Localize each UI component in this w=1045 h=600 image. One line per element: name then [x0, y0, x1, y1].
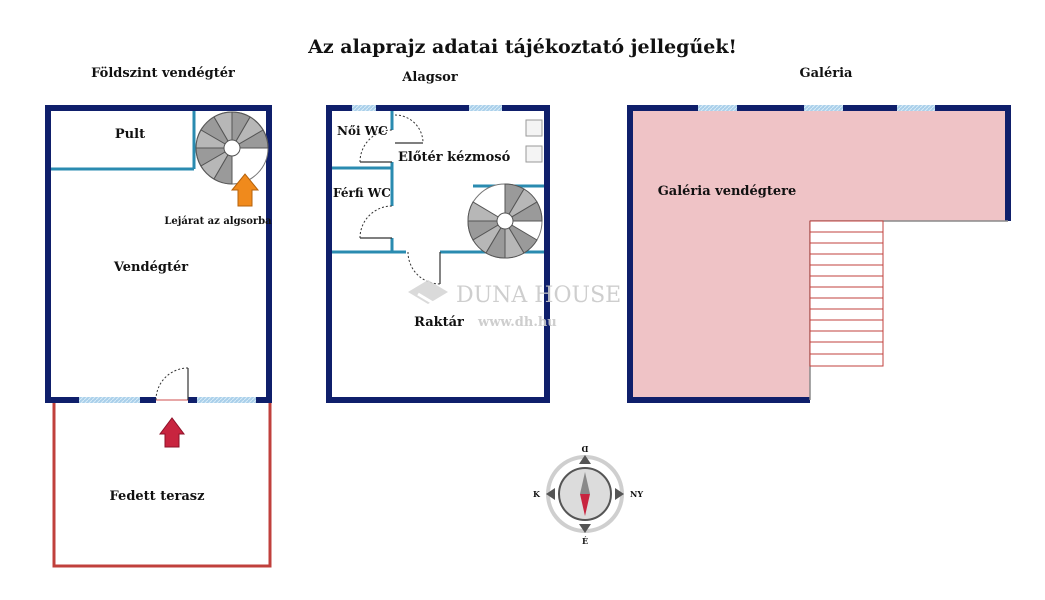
compass-east: NY	[630, 489, 644, 499]
straight-stair	[810, 221, 883, 366]
basement-heading: Alagsor	[402, 70, 458, 85]
compass-south: É	[581, 536, 589, 546]
gallery-plan	[630, 105, 1008, 400]
covered-terrace	[54, 403, 270, 566]
room-label-vendegter: Vendégtér	[113, 260, 189, 275]
room-label-fedett-terasz: Fedett terasz	[109, 489, 205, 504]
compass-west: K	[533, 489, 540, 499]
compass-north: D	[581, 444, 589, 454]
room-label-ferfi-wc: Férfi WC	[333, 186, 391, 200]
door-swing	[156, 368, 188, 400]
spiral-stair	[196, 112, 268, 184]
watermark-brand: DUNA HOUSE	[456, 283, 622, 308]
compass-icon	[533, 444, 643, 546]
room-label-eloter: Előtér kézmosó	[398, 150, 511, 165]
room-label-noi-wc: Női WC	[337, 124, 388, 138]
sink-icon	[526, 120, 542, 136]
door-swing	[395, 115, 423, 143]
page-title: Az alaprajz adatai tájékoztató jellegűek!	[308, 36, 737, 58]
room-label-raktar: Raktár	[414, 315, 464, 330]
sink-icon	[526, 146, 542, 162]
watermark-url: www.dh.hu	[478, 315, 557, 330]
window	[698, 105, 737, 111]
spiral-stair	[468, 184, 542, 258]
window	[352, 105, 376, 111]
basement-plan	[329, 105, 547, 400]
window	[197, 397, 256, 403]
ground-floor-plan	[48, 108, 272, 403]
room-label-galeria-vendegtere: Galéria vendégtere	[657, 184, 797, 199]
entrance-arrow-icon	[160, 418, 184, 447]
stair-note: Lejárat az algsorba	[164, 216, 272, 227]
window	[79, 397, 140, 403]
gallery-heading: Galéria	[799, 66, 853, 81]
door-swing	[408, 252, 440, 284]
window	[897, 105, 935, 111]
door-swing	[360, 206, 392, 238]
window	[804, 105, 843, 111]
ground-floor-heading: Földszint vendégtér	[91, 66, 235, 81]
terrace-outline	[54, 403, 270, 566]
window	[469, 105, 502, 111]
room-label-pult: Pult	[114, 127, 146, 142]
